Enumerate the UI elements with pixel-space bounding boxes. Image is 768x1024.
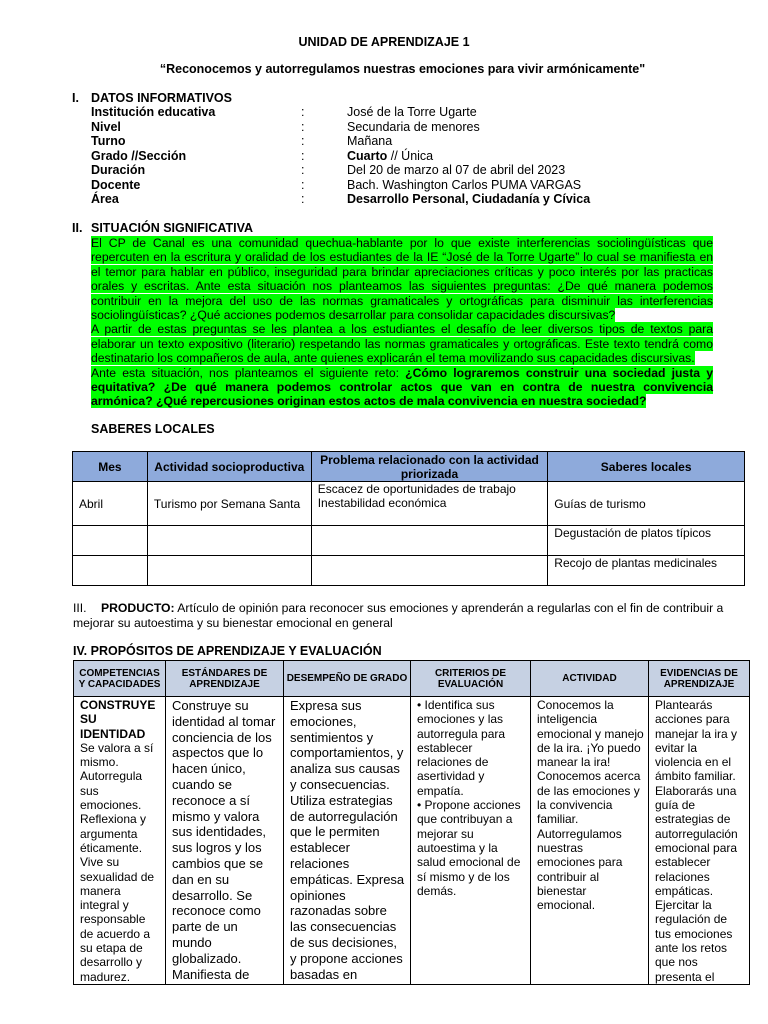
info-row	[91, 163, 731, 178]
section-2-heading	[72, 221, 253, 235]
table-cell	[73, 556, 148, 586]
info-row	[91, 178, 731, 193]
section-3-number: III.	[73, 601, 87, 615]
table-cell: Guías de turismo	[548, 482, 745, 526]
info-value: José de la Torre Ugarte	[347, 105, 477, 119]
product-section	[73, 601, 753, 631]
info-row	[91, 149, 731, 164]
highlighted-text: A partir de estas preguntas se les plantea a los estudiantes el desafío de leer diversos tipos de textos para elaborar un texto expositivo (literario) respetando las normas gramaticales y ortográficas. Este texto tendrá como destinatario los compañeros de aula, ante quienes explicarán el tema movilizando sus capacidades discursivas.	[91, 322, 713, 366]
criterio-item: • Identifica sus emociones y las autorregula para establecer relaciones de asertividad y empatía.	[417, 698, 506, 798]
document-subtitle: “Reconocemos y autorregulamos nuestras emociones para vivir armónicamente"	[159, 62, 646, 76]
column-header: DESEMPEÑO DE GRADO	[284, 661, 411, 697]
criterio-cell	[411, 697, 531, 985]
section-1-number: I.	[72, 91, 79, 105]
table-cell	[73, 526, 148, 556]
table-row	[73, 526, 745, 556]
info-label: Docente	[91, 177, 141, 192]
table-cell: Abril	[73, 482, 148, 526]
info-value: Secundaria de menores	[347, 119, 480, 134]
info-label: Grado //Sección	[91, 148, 187, 163]
table-row	[73, 556, 745, 586]
column-header: COMPETENCIAS Y CAPACIDADES	[74, 661, 166, 697]
product-label: PRODUCTO:	[101, 601, 175, 615]
situation-paragraph	[91, 322, 713, 365]
table-cell	[311, 556, 548, 586]
info-value: Del 20 de marzo al 07 de abril del 2023	[347, 163, 566, 177]
saberes-title: SABERES LOCALES	[91, 422, 215, 436]
info-value	[347, 149, 731, 164]
actividad-cell: Conocemos la inteligencia emocional y manejo de la ira. ¡Yo puedo manear la ira! Conocemos acerca de las emociones y la convivencia familiar. Autorregulamos nuestras emociones para contribuir al bienestar emocional.	[531, 697, 649, 985]
section-1-heading	[72, 91, 232, 105]
table-row	[74, 697, 750, 985]
info-colon: :	[301, 105, 305, 119]
table-cell	[311, 526, 548, 556]
estandar-cell: Construye su identidad al tomar conciencia de los aspectos que lo hacen único, cuando se reconoce a sí mismo y valora sus identidades, sus logros y los cambios que se dan en su desarrollo. Se reconoce como parte de un mundo globalizado. Manifiesta de	[166, 697, 284, 985]
section-2-title: SITUACIÓN SIGNIFICATIVA	[91, 221, 254, 235]
info-colon: :	[301, 134, 305, 148]
info-row	[91, 105, 731, 120]
info-value-bold: Desarrollo Personal, Ciudadanía y Cívica	[347, 192, 591, 206]
table-cell	[147, 556, 311, 586]
info-value: Mañana	[347, 134, 393, 148]
info-label: Institución educativa	[91, 105, 216, 119]
desempeno-cell: Expresa sus emociones, sentimientos y comportamientos, y analiza sus causas y consecuencias. Utiliza estrategias de autorregulación que le permiten establecer relaciones empáticas. Expresa opiniones razonadas sobre las consecuencias de sus decisiones, y propone acciones basadas en	[284, 697, 411, 985]
competencia-title: CONSTRUYE SU IDENTIDAD	[80, 698, 156, 741]
section-2-number: II.	[72, 221, 83, 235]
product-text: Artículo de opinión para reconocer sus emociones y aprenderán a regularlas con el fin de contribuir a mejorar su autoestima y su bienestar emocional en general	[73, 601, 724, 630]
highlighted-text: Ante esta situación, nos planteamos el siguiente reto:	[91, 365, 406, 380]
situation-paragraph	[91, 366, 713, 409]
info-label: Turno	[91, 134, 126, 148]
competencia-text: Se valora a sí mismo. Autorregula sus emociones. Reflexiona y argumenta éticamente. Vive su sexualidad de manera integral y responsable de acuerdo a su etapa de desarrollo y madurez.	[80, 740, 155, 984]
purposes-table	[73, 660, 750, 985]
info-label: Nivel	[91, 119, 121, 134]
challenge-questions: ¿Cómo lograremos construir una sociedad justa y equitativa? ¿De qué manera podemos controlar actos que van en contra de nuestra convivencia armónica? ¿Qué repercusiones originan estos actos de mala convivencia en nuestra sociedad?	[91, 365, 713, 409]
table-cell: Turismo por Semana Santa	[147, 482, 311, 526]
column-header: ESTÁNDARES DE APRENDIZAJE	[166, 661, 284, 697]
info-value-rest: // Única	[387, 148, 434, 163]
table-header-row	[74, 661, 750, 697]
info-value	[347, 192, 731, 207]
section-4-heading: IV. PROPÓSITOS DE APRENDIZAJE Y EVALUACIÓN	[73, 644, 382, 658]
saberes-table	[72, 451, 745, 586]
column-header: Saberes locales	[548, 452, 745, 482]
table-header-row	[73, 452, 745, 482]
column-header: ACTIVIDAD	[531, 661, 649, 697]
column-header: Mes	[73, 452, 148, 482]
info-label: Área	[91, 192, 119, 206]
competencia-cell	[74, 697, 166, 985]
column-header: Problema relacionado con la actividad priorizada	[311, 452, 548, 482]
evidencia-cell: Plantearás acciones para manejar la ira y evitar la violencia en el ámbito familiar. Elaborarás una guía de estrategias de autorregulación emocional para establecer relaciones empáticas. Ejercitar la regulación de tus emociones ante los retos que nos presenta el	[649, 697, 750, 985]
problem-line: Inestabilidad económica	[317, 496, 447, 510]
column-header: Actividad socioproductiva	[147, 452, 311, 482]
situation-text	[91, 236, 713, 409]
situation-paragraph	[91, 236, 713, 322]
info-row	[91, 134, 731, 149]
problem-line: Escacez de oportunidades de trabajo	[317, 482, 516, 496]
table-row	[73, 482, 745, 526]
column-header: EVIDENCIAS DE APRENDIZAJE	[649, 661, 750, 697]
section-1-title: DATOS INFORMATIVOS	[91, 91, 232, 105]
criterio-item: • Propone acciones que contribuyan a mejorar su autoestima y la salud emocional de sí mismo y de los demás.	[417, 798, 521, 898]
info-list	[91, 105, 731, 207]
info-row	[91, 192, 731, 207]
table-cell: Degustación de platos típicos	[548, 526, 745, 556]
document-title: UNIDAD DE APRENDIZAJE 1	[298, 35, 470, 49]
table-cell	[311, 482, 548, 526]
info-colon: :	[301, 119, 305, 134]
info-value: Bach. Washington Carlos PUMA VARGAS	[347, 177, 582, 192]
info-colon: :	[301, 192, 305, 206]
info-colon: :	[301, 177, 305, 192]
info-row	[91, 120, 731, 135]
info-colon: :	[301, 163, 305, 177]
info-colon: :	[301, 148, 305, 163]
info-value-bold: Cuarto	[347, 148, 388, 163]
table-cell	[147, 526, 311, 556]
column-header: CRITERIOS DE EVALUACIÓN	[411, 661, 531, 697]
info-label: Duración	[91, 163, 146, 177]
highlighted-text: El CP de Canal es una comunidad quechua-hablante por lo que existe interferencias sociolingüísticas que repercuten en la escritura y oralidad de los estudiantes de la IE “José de la Torre Ugarte” lo cual se manifiesta en el temor para hablar en público, inseguridad para brindar apreciaciones críticas y poco interés por las practicas orales y escritas. Ante esta situación nos planteamos las siguientes preguntas: ¿De qué manera podemos contribuir en la mejora del uso de las normas gramaticales y ortográficas para disminuir las interferencias sociolingüísticas? ¿Qué acciones podemos desarrollar para consolidar capacidades discursivas?	[91, 236, 713, 323]
table-cell: Recojo de plantas medicinales	[548, 556, 745, 586]
